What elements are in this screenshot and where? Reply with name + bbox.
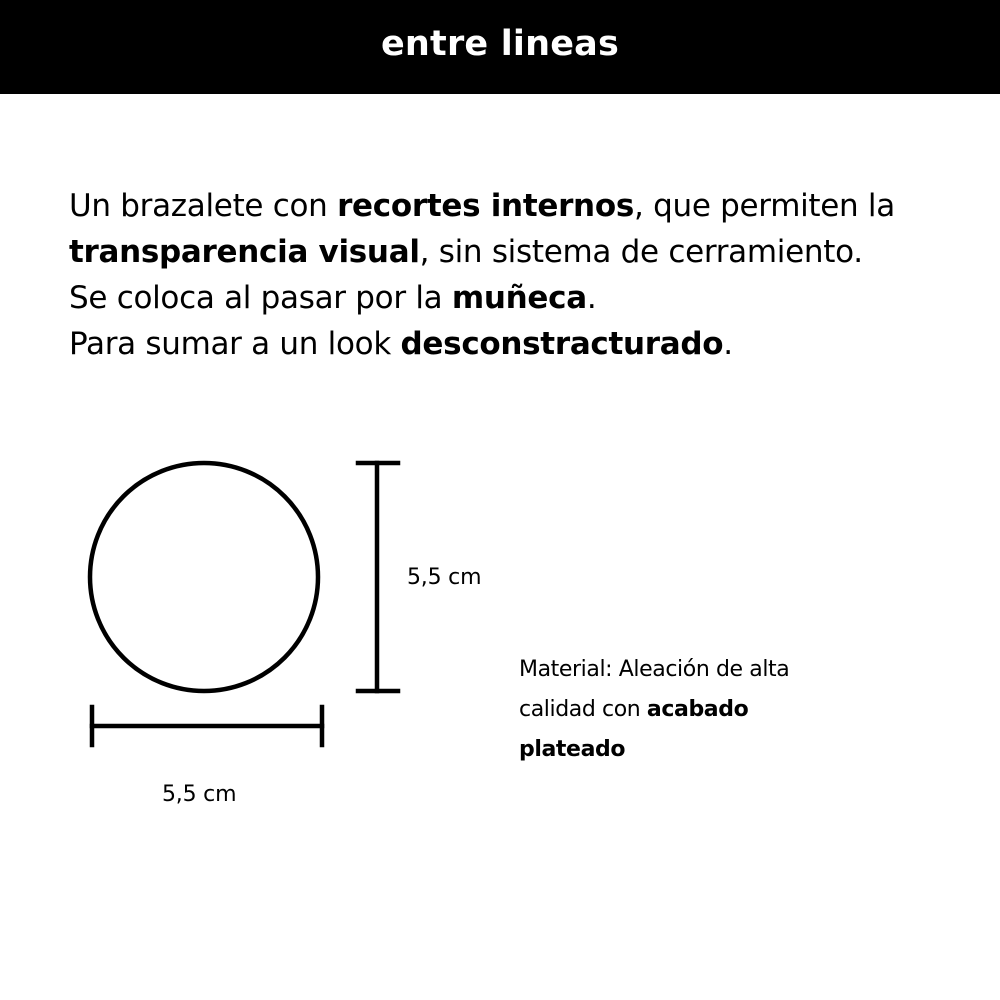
description-text: Un brazalete con — [69, 188, 338, 224]
material-line-3 — [519, 730, 859, 770]
material-text: calidad con — [519, 697, 647, 722]
description-text: , sin sistema de cerramiento. — [419, 234, 863, 270]
material-info — [519, 650, 859, 770]
height-label: 5,5 cm — [407, 565, 482, 590]
description-text: . — [723, 326, 733, 362]
description-bold: desconstracturado — [400, 326, 724, 362]
material-bold: plateado — [519, 737, 626, 762]
material-line-1: Material: Aleación de alta — [519, 657, 790, 682]
bracelet-outline-icon — [90, 463, 318, 691]
description-text: , que permiten la — [633, 188, 895, 224]
material-bold: acabado — [646, 697, 749, 722]
brand-title: entre lineas — [380, 24, 620, 64]
width-label: 5,5 cm — [162, 782, 237, 807]
description-text: Para sumar a un look — [69, 326, 401, 362]
material-line-2 — [519, 690, 859, 730]
description-text: . — [586, 280, 597, 316]
description-text: Se coloca al pasar por la — [69, 280, 452, 316]
description-bold: muñeca — [451, 280, 587, 316]
description-bold: recortes internos — [337, 188, 634, 224]
height-dimension-line — [358, 463, 398, 691]
description-bold: transparencia visual — [69, 234, 420, 270]
width-dimension-line — [92, 707, 322, 745]
